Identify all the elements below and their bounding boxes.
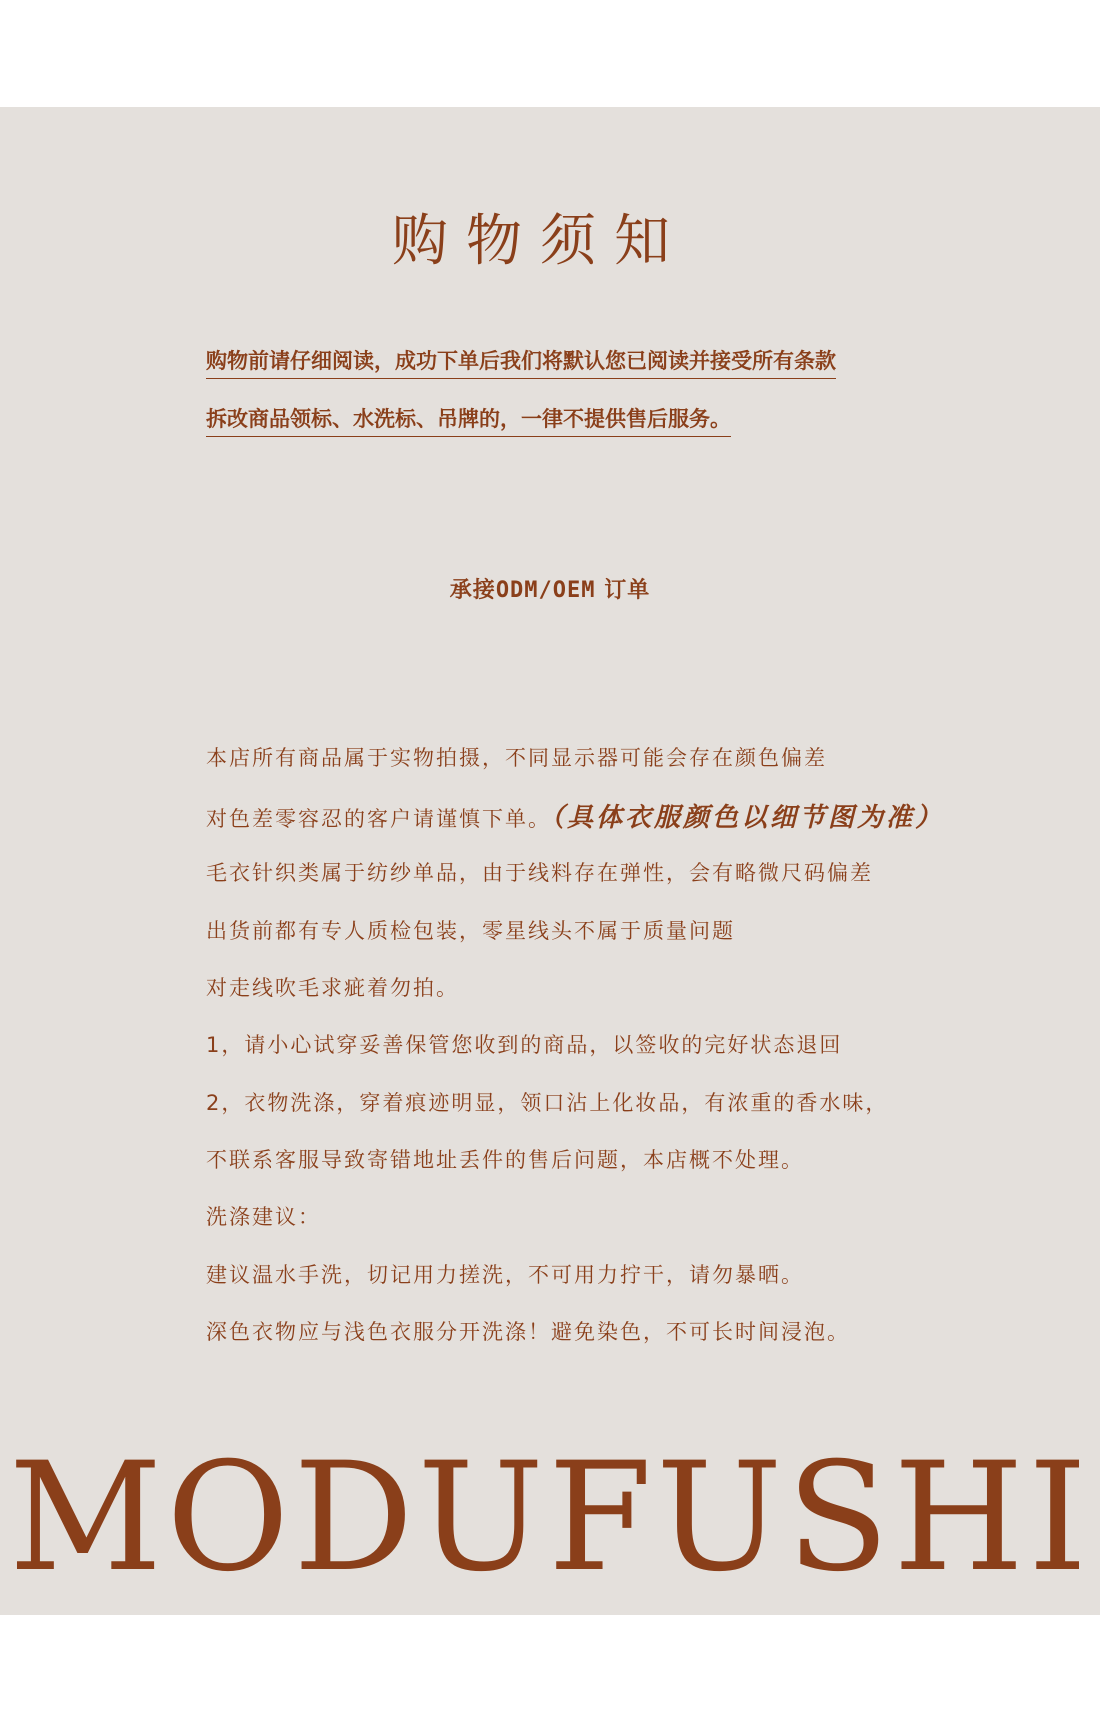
policy-line-3: 毛衣针织类属于纺纱单品，由于线料存在弹性，会有略微尺码偏差 bbox=[206, 861, 873, 885]
policy-line-4: 出货前都有专人质检包装，零星线头不属于质量问题 bbox=[206, 919, 735, 943]
washing-tip-1: 建议温水手洗，切记用力搓洗，不可用力拧干，请勿暴晒。 bbox=[206, 1263, 804, 1287]
washing-heading: 洗涤建议： bbox=[206, 1205, 321, 1229]
notice-panel bbox=[0, 107, 1100, 1615]
oem-suffix: 订单 bbox=[595, 578, 651, 603]
return-rule-2: 2，衣物洗涤，穿着痕迹明显，领口沾上化妆品，有浓重的香水味， bbox=[206, 1091, 889, 1115]
policy-line-2 bbox=[206, 797, 944, 834]
brand-wordmark: MODUFUSHI bbox=[8, 1431, 1092, 1605]
oem-code: ODM/OEM bbox=[495, 578, 596, 603]
notice-line-2: 拆改商品领标、水洗标、吊牌的，一律不提供售后服务。 bbox=[206, 403, 731, 437]
color-emphasis-note: （具体衣服颜色以细节图为准） bbox=[551, 803, 945, 833]
page-title: 购物须知 bbox=[392, 209, 688, 274]
return-rule-1: 1，请小心试穿妥善保管您收到的商品，以签收的完好状态退回 bbox=[206, 1033, 843, 1057]
washing-tip-2: 深色衣物应与浅色衣服分开洗涤！避免染色，不可长时间浸泡。 bbox=[206, 1320, 850, 1344]
policy-line-1: 本店所有商品属于实物拍摄，不同显示器可能会存在颜色偏差 bbox=[206, 746, 827, 770]
notice-line-1: 购物前请仔细阅读，成功下单后我们将默认您已阅读并接受所有条款 bbox=[206, 345, 836, 379]
policy-line-5: 对走线吹毛求疵着勿拍。 bbox=[206, 976, 459, 1000]
policy-line-2-text: 对色差零容忍的客户请谨慎下单。 bbox=[206, 807, 551, 831]
return-rule-3: 不联系客服导致寄错地址丢件的售后问题，本店概不处理。 bbox=[206, 1148, 804, 1172]
oem-order-note bbox=[0, 573, 1100, 604]
oem-prefix: 承接 bbox=[449, 578, 496, 603]
brand-wordmark-clip bbox=[0, 1431, 1100, 1605]
